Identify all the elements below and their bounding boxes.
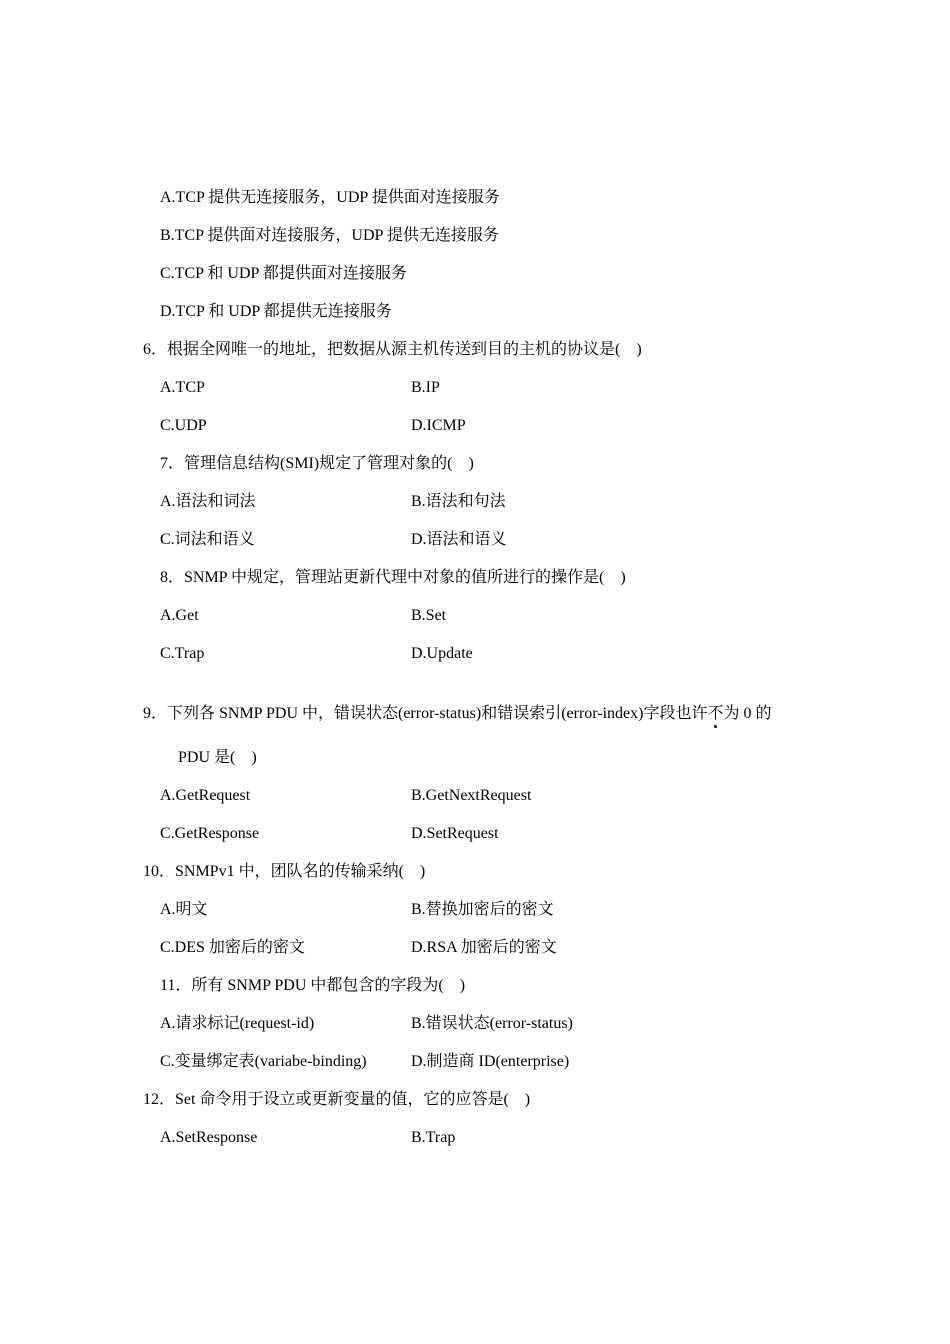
q11-option-d: D.制造商 ID(enterprise): [411, 1053, 570, 1070]
q8-option-a: A.Get: [160, 607, 199, 624]
q10-option-c: C.DES 加密后的密文: [160, 939, 305, 956]
q6-option-c: C.UDP: [160, 417, 207, 434]
q11-option-a: A.请求标记(request-id): [160, 1015, 315, 1032]
q5-option-a: A.TCP 提供无连接服务，UDP 提供面对连接服务: [160, 189, 500, 206]
q12-stem: 12．Set 命令用于设立或更新变量的值，它的应答是( ): [143, 1091, 531, 1108]
q9-option-c: C.GetResponse: [160, 825, 260, 842]
q10-stem: 10．SNMPv1 中，团队名的传输采纳( ): [143, 863, 426, 880]
q8-stem: 8．SNMP 中规定，管理站更新代理中对象的值所进行的操作是( ): [160, 569, 626, 586]
q11-option-c: C.变量绑定表(variabe-binding): [160, 1053, 367, 1070]
q10-option-a: A.明文: [160, 901, 208, 918]
q7-option-d: D.语法和语义: [411, 531, 507, 548]
q11-stem: 11．所有 SNMP PDU 中都包含的字段为( ): [160, 977, 466, 994]
q7-option-b: B.语法和句法: [411, 493, 506, 510]
q9-option-b: B.GetNextRequest: [411, 787, 532, 804]
q9-option-d: D.SetRequest: [411, 825, 499, 842]
q9-stem-before: 9．下列各 SNMP PDU 中，错误状态(error-status)和错误索引(error-index)字段也许: [143, 705, 708, 722]
q8-option-c: C.Trap: [160, 645, 205, 662]
q8-option-b: B.Set: [411, 607, 447, 624]
q10-option-b: B.替换加密后的密文: [411, 901, 554, 918]
q5-option-d: D.TCP 和 UDP 都提供无连接服务: [160, 303, 392, 320]
q6-option-a: A.TCP: [160, 379, 205, 396]
q6-option-d: D.ICMP: [411, 417, 466, 434]
q9-stem-emphasis: 不: [707, 705, 724, 722]
q9-option-a: A.GetRequest: [160, 787, 251, 804]
q5-option-c: C.TCP 和 UDP 都提供面对连接服务: [160, 265, 407, 282]
q12-option-a: A.SetResponse: [160, 1129, 258, 1146]
q8-option-d: D.Update: [411, 645, 473, 662]
q11-option-b: B.错误状态(error-status): [411, 1015, 573, 1032]
q7-option-a: A.语法和词法: [160, 493, 256, 510]
q9-stem-after: 为 0 的: [723, 705, 772, 722]
q6-stem: 6．根据全网唯一的地址，把数据从源主机传送到目的主机的协议是( ): [143, 341, 642, 358]
q7-stem: 7．管理信息结构(SMI)规定了管理对象的( ): [160, 455, 474, 472]
q6-option-b: B.IP: [411, 379, 440, 396]
q9-stem: [143, 704, 772, 724]
q5-option-b: B.TCP 提供面对连接服务，UDP 提供无连接服务: [160, 227, 499, 244]
q12-option-b: B.Trap: [411, 1129, 456, 1146]
q9-stem-line2: PDU 是( ): [178, 749, 257, 766]
q7-option-c: C.词法和语义: [160, 531, 255, 548]
q10-option-d: D.RSA 加密后的密文: [411, 939, 557, 956]
